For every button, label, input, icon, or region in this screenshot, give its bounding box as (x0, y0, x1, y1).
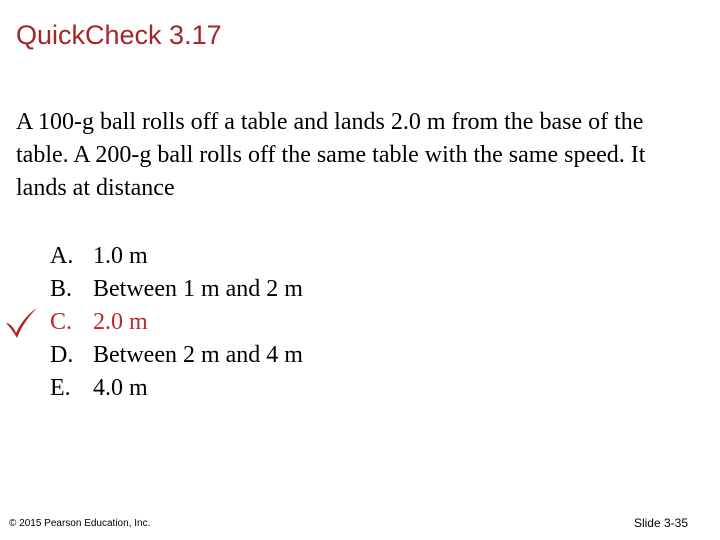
slide-number: Slide 3-35 (633, 516, 688, 530)
choice-text: 4.0 m (93, 375, 148, 401)
choice-letter: B. (50, 276, 73, 302)
choice-text: 1.0 m (93, 243, 148, 269)
choice-letter: D. (50, 342, 74, 368)
choice-letter: E. (50, 375, 71, 401)
choice-text: Between 1 m and 2 m (93, 276, 303, 302)
choice-letter: C. (50, 309, 73, 335)
question-text: A 100-g ball rolls off a table and lands 2.0 m from the base of the table. A 200-g ball rolls off the same table with the same speed. It lands at distance (16, 109, 646, 201)
copyright-notice: © 2015 Pearson Education, Inc. (9, 518, 151, 529)
slide-title: QuickCheck 3.17 (16, 20, 222, 50)
choice-letter: A. (50, 243, 74, 269)
choice-text: Between 2 m and 4 m (93, 342, 303, 368)
checkmark-icon (2, 303, 40, 341)
choice-text: 2.0 m (93, 309, 148, 335)
